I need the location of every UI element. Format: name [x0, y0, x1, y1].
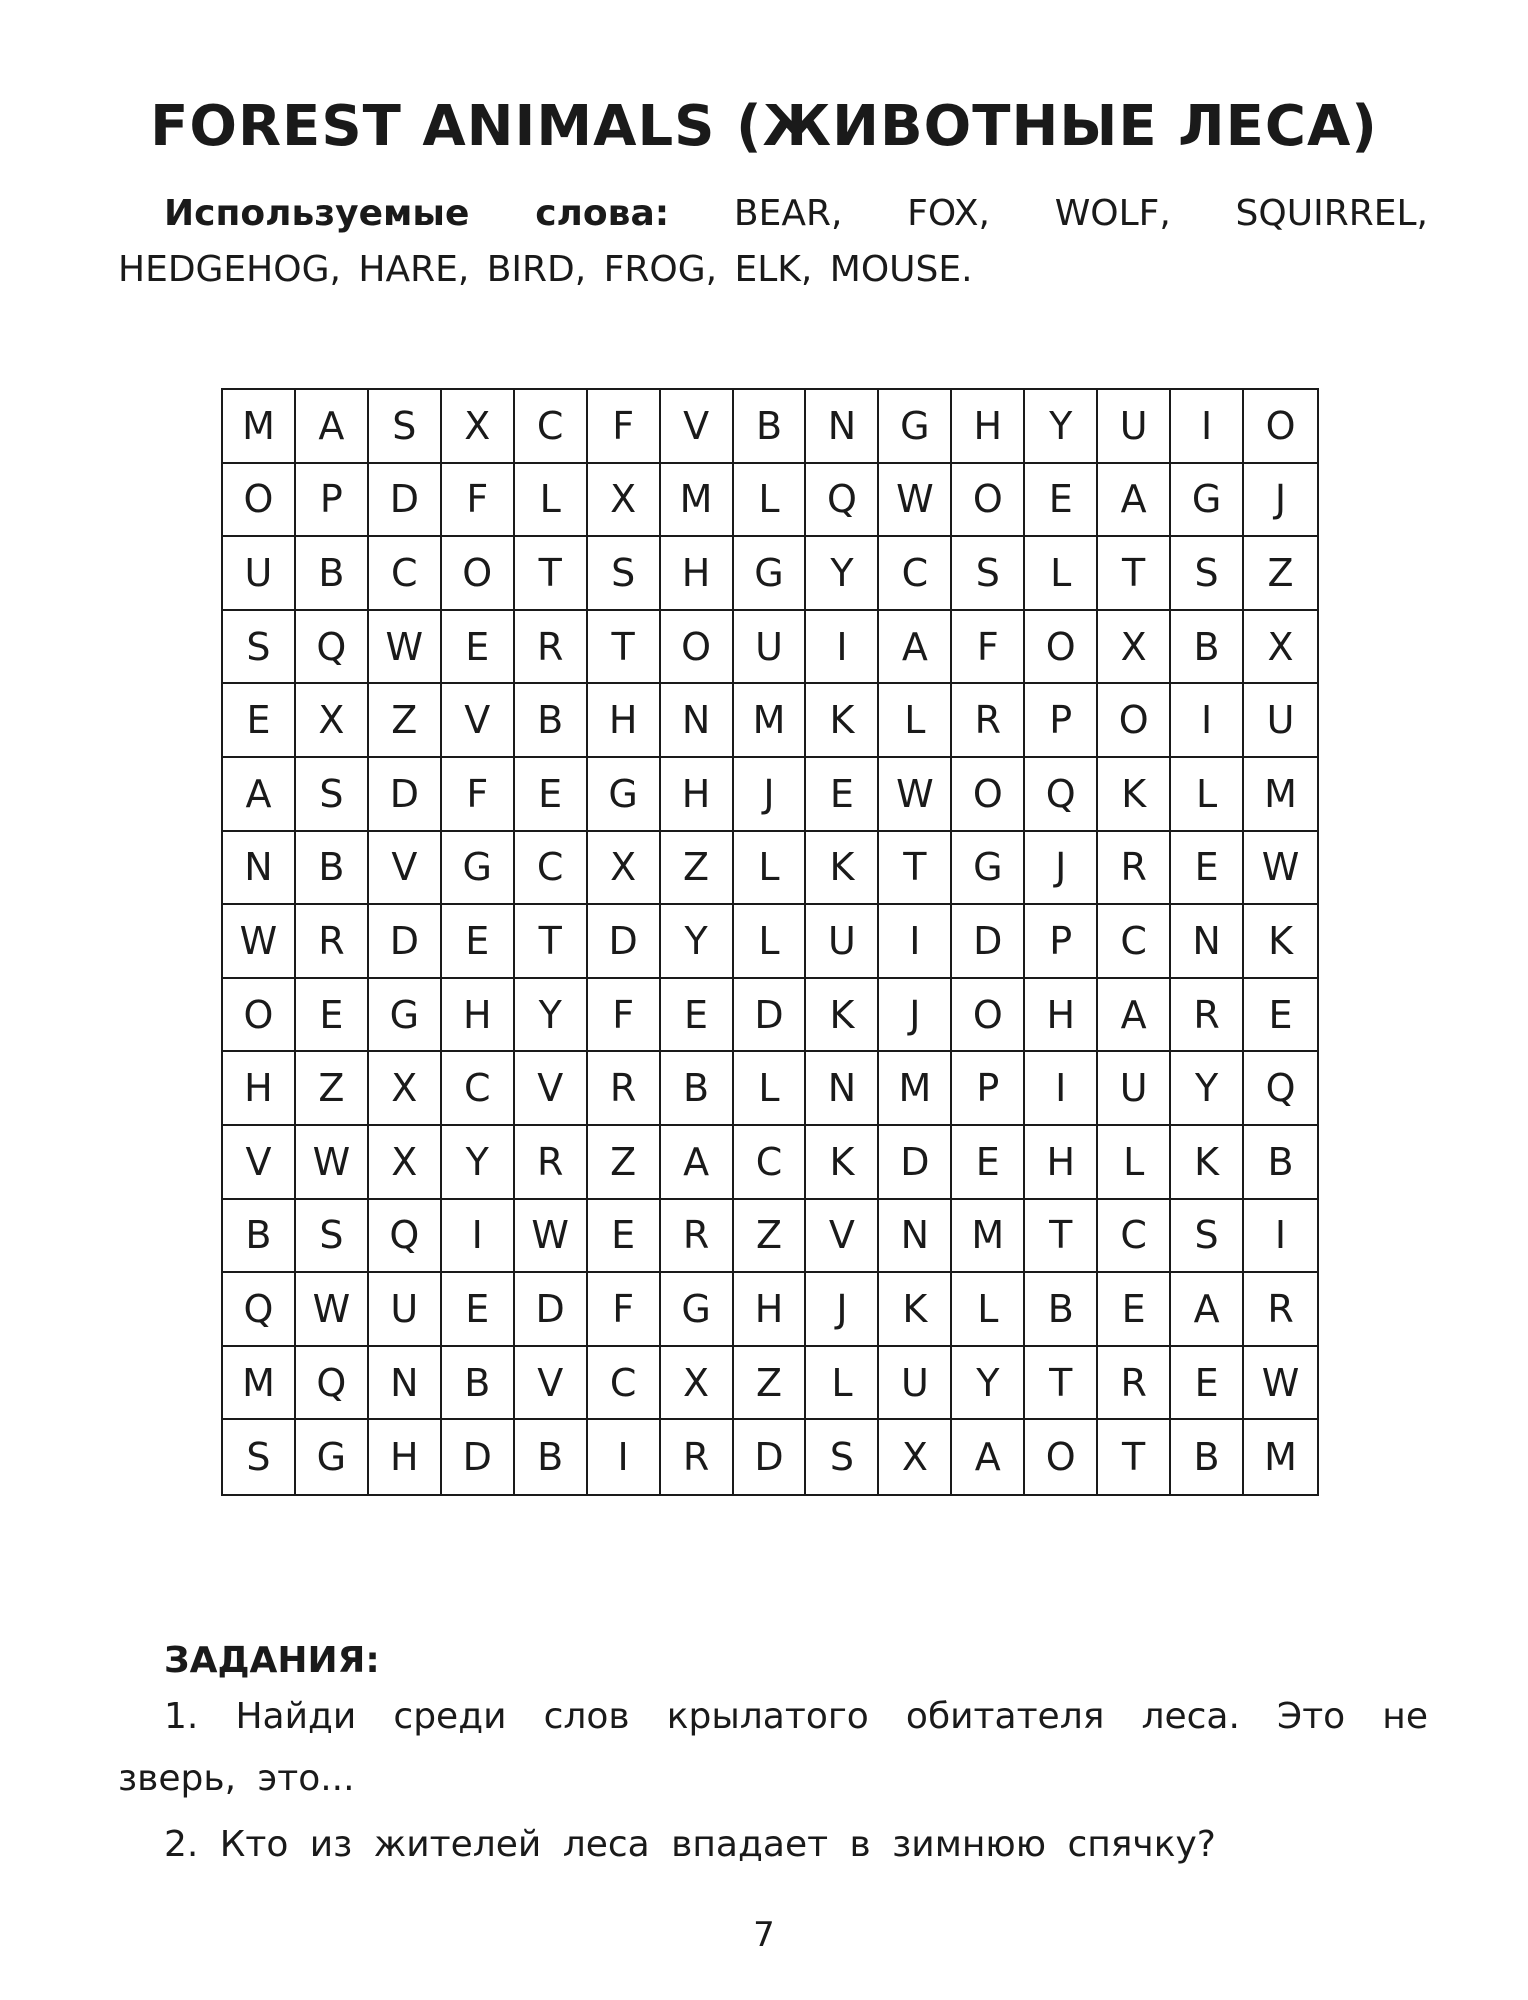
grid-cell[interactable]: R: [1098, 1347, 1171, 1421]
grid-cell[interactable]: H: [1025, 979, 1098, 1053]
grid-cell[interactable]: E: [1171, 832, 1244, 906]
grid-cell[interactable]: D: [952, 905, 1025, 979]
grid-cell[interactable]: B: [1244, 1126, 1317, 1200]
grid-cell[interactable]: W: [296, 1126, 369, 1200]
grid-cell[interactable]: Q: [1025, 758, 1098, 832]
grid-cell[interactable]: X: [369, 1052, 442, 1126]
grid-cell[interactable]: D: [369, 758, 442, 832]
grid-cell[interactable]: X: [588, 464, 661, 538]
grid-cell[interactable]: O: [1098, 684, 1171, 758]
grid-cell[interactable]: B: [223, 1200, 296, 1274]
grid-cell[interactable]: D: [734, 979, 807, 1053]
grid-cell[interactable]: E: [661, 979, 734, 1053]
grid-cell[interactable]: E: [442, 905, 515, 979]
grid-cell[interactable]: T: [515, 537, 588, 611]
grid-cell[interactable]: T: [588, 611, 661, 685]
grid-cell[interactable]: B: [442, 1347, 515, 1421]
grid-cell[interactable]: I: [879, 905, 952, 979]
grid-cell[interactable]: Q: [1244, 1052, 1317, 1126]
grid-cell[interactable]: M: [223, 1347, 296, 1421]
grid-cell[interactable]: L: [806, 1347, 879, 1421]
grid-cell[interactable]: U: [369, 1273, 442, 1347]
grid-cell[interactable]: F: [588, 1273, 661, 1347]
grid-cell[interactable]: U: [1098, 1052, 1171, 1126]
grid-cell[interactable]: O: [952, 758, 1025, 832]
grid-cell[interactable]: Z: [734, 1347, 807, 1421]
grid-cell[interactable]: K: [879, 1273, 952, 1347]
grid-cell[interactable]: N: [369, 1347, 442, 1421]
grid-cell[interactable]: L: [1025, 537, 1098, 611]
grid-cell[interactable]: B: [296, 537, 369, 611]
grid-cell[interactable]: E: [806, 758, 879, 832]
page-number: 7: [753, 1915, 775, 1955]
grid-cell[interactable]: O: [952, 464, 1025, 538]
grid-cell[interactable]: O: [1025, 611, 1098, 685]
grid-cell[interactable]: Z: [296, 1052, 369, 1126]
grid-cell[interactable]: Y: [806, 537, 879, 611]
grid-cell[interactable]: V: [515, 1347, 588, 1421]
grid-cell[interactable]: B: [296, 832, 369, 906]
grid-cell[interactable]: K: [806, 1126, 879, 1200]
grid-cell[interactable]: E: [296, 979, 369, 1053]
grid-cell[interactable]: E: [588, 1200, 661, 1274]
grid-cell[interactable]: G: [952, 832, 1025, 906]
grid-cell[interactable]: D: [369, 905, 442, 979]
grid-cell[interactable]: F: [588, 979, 661, 1053]
grid-cell[interactable]: O: [952, 979, 1025, 1053]
grid-cell[interactable]: D: [442, 1420, 515, 1494]
grid-cell[interactable]: I: [1171, 684, 1244, 758]
grid-cell[interactable]: N: [806, 1052, 879, 1126]
grid-cell[interactable]: L: [1098, 1126, 1171, 1200]
task-1: 1. Найди среди слов крылатого обитателя леса. Это не зверь, это...: [118, 1696, 1428, 1799]
grid-cell[interactable]: A: [1171, 1273, 1244, 1347]
grid-cell[interactable]: E: [952, 1126, 1025, 1200]
grid-cell[interactable]: E: [1025, 464, 1098, 538]
grid-cell[interactable]: G: [1171, 464, 1244, 538]
grid-cell[interactable]: W: [369, 611, 442, 685]
grid-cell[interactable]: B: [1171, 611, 1244, 685]
grid-cell[interactable]: R: [661, 1420, 734, 1494]
grid-cell[interactable]: W: [1244, 832, 1317, 906]
grid-cell[interactable]: E: [1244, 979, 1317, 1053]
words-used-label: Используемые слова:: [164, 193, 670, 234]
grid-cell[interactable]: A: [223, 758, 296, 832]
grid-cell[interactable]: T: [1098, 537, 1171, 611]
grid-cell[interactable]: F: [588, 390, 661, 464]
grid-cell[interactable]: K: [806, 979, 879, 1053]
grid-cell[interactable]: K: [806, 684, 879, 758]
grid-cell[interactable]: S: [1171, 1200, 1244, 1274]
words-used-list: BEAR, FOX, WOLF, SQUIRREL, HEDGEHOG, HARE, BIRD, FROG, ELK, MOUSE.: [118, 193, 1428, 290]
page-title: FOREST ANIMALS (ЖИВОТНЫЕ ЛЕСА): [150, 94, 1378, 159]
grid-cell[interactable]: X: [588, 832, 661, 906]
grid-cell[interactable]: P: [296, 464, 369, 538]
grid-cell[interactable]: J: [1025, 832, 1098, 906]
grid-cell[interactable]: R: [661, 1200, 734, 1274]
grid-cell[interactable]: W: [296, 1273, 369, 1347]
grid-cell[interactable]: W: [515, 1200, 588, 1274]
grid-cell[interactable]: C: [1098, 1200, 1171, 1274]
task-2: 2. Кто из жителей леса впадает в зимнюю спячку?: [164, 1824, 1216, 1865]
grid-cell[interactable]: L: [515, 464, 588, 538]
grid-cell[interactable]: Y: [661, 905, 734, 979]
grid-cell[interactable]: L: [734, 464, 807, 538]
word-search-grid[interactable]: [221, 388, 1319, 1496]
grid-cell[interactable]: U: [734, 611, 807, 685]
grid-cell[interactable]: S: [223, 611, 296, 685]
grid-cell[interactable]: G: [734, 537, 807, 611]
grid-cell[interactable]: C: [734, 1126, 807, 1200]
grid-cell[interactable]: U: [1098, 390, 1171, 464]
grid-cell[interactable]: L: [734, 1052, 807, 1126]
grid-cell[interactable]: X: [661, 1347, 734, 1421]
grid-cell[interactable]: M: [223, 390, 296, 464]
grid-cell[interactable]: Y: [1171, 1052, 1244, 1126]
grid-cell[interactable]: O: [442, 537, 515, 611]
grid-cell[interactable]: R: [515, 1126, 588, 1200]
grid-cell[interactable]: I: [1171, 390, 1244, 464]
grid-cell[interactable]: I: [1025, 1052, 1098, 1126]
grid-cell[interactable]: E: [1171, 1347, 1244, 1421]
tasks-heading: ЗАДАНИЯ:: [164, 1640, 380, 1681]
grid-cell[interactable]: T: [1025, 1200, 1098, 1274]
grid-cell[interactable]: L: [734, 832, 807, 906]
grid-cell[interactable]: I: [806, 611, 879, 685]
grid-cell[interactable]: E: [515, 758, 588, 832]
grid-cell[interactable]: V: [806, 1200, 879, 1274]
grid-cell[interactable]: J: [879, 979, 952, 1053]
grid-cell[interactable]: L: [952, 1273, 1025, 1347]
grid-cell[interactable]: N: [879, 1200, 952, 1274]
grid-cell[interactable]: G: [296, 1420, 369, 1494]
grid-cell[interactable]: G: [442, 832, 515, 906]
grid-cell[interactable]: E: [223, 684, 296, 758]
grid-cell[interactable]: U: [223, 537, 296, 611]
grid-cell[interactable]: G: [661, 1273, 734, 1347]
grid-cell[interactable]: X: [369, 1126, 442, 1200]
grid-cell[interactable]: A: [879, 611, 952, 685]
grid-cell[interactable]: V: [442, 684, 515, 758]
grid-cell[interactable]: H: [1025, 1126, 1098, 1200]
grid-cell[interactable]: D: [588, 905, 661, 979]
grid-cell[interactable]: H: [223, 1052, 296, 1126]
grid-cell[interactable]: F: [442, 758, 515, 832]
grid-cell[interactable]: H: [442, 979, 515, 1053]
grid-cell[interactable]: V: [369, 832, 442, 906]
grid-cell[interactable]: G: [369, 979, 442, 1053]
grid-cell[interactable]: M: [1264, 1435, 1297, 1480]
grid-cell[interactable]: Z: [369, 684, 442, 758]
grid-cell[interactable]: R: [588, 1052, 661, 1126]
grid-cell[interactable]: Q: [369, 1200, 442, 1274]
grid-cell[interactable]: H: [369, 1420, 442, 1494]
grid-cell[interactable]: R: [1098, 832, 1171, 906]
grid-cell[interactable]: W: [1244, 1347, 1317, 1421]
grid-cell[interactable]: A: [1098, 979, 1171, 1053]
grid-cell[interactable]: M: [661, 464, 734, 538]
grid-cell[interactable]: H: [661, 758, 734, 832]
grid-cell[interactable]: K: [806, 832, 879, 906]
grid-cell[interactable]: X: [1098, 611, 1171, 685]
grid-cell[interactable]: P: [1025, 905, 1098, 979]
grid-cell[interactable]: S: [806, 1420, 879, 1494]
grid-cell[interactable]: X: [879, 1420, 952, 1494]
grid-cell[interactable]: O: [661, 611, 734, 685]
grid-cell[interactable]: S: [1171, 537, 1244, 611]
grid-cell[interactable]: X: [442, 390, 515, 464]
grid-cell[interactable]: C: [588, 1347, 661, 1421]
grid-cell[interactable]: U: [1244, 684, 1317, 758]
grid-cell[interactable]: C: [515, 390, 588, 464]
grid-cell[interactable]: H: [734, 1273, 807, 1347]
grid-cell[interactable]: H: [952, 390, 1025, 464]
grid-cell[interactable]: D: [879, 1126, 952, 1200]
grid-cell[interactable]: X: [1244, 611, 1317, 685]
grid-cell[interactable]: D: [369, 464, 442, 538]
grid-cell[interactable]: M: [952, 1200, 1025, 1274]
grid-cell[interactable]: S: [369, 390, 442, 464]
grid-cell[interactable]: K: [1244, 905, 1317, 979]
grid-cell[interactable]: L: [734, 905, 807, 979]
grid-cell[interactable]: E: [442, 1273, 515, 1347]
grid-cell[interactable]: O: [223, 464, 296, 538]
grid-cell[interactable]: B: [1171, 1420, 1244, 1494]
grid-cell[interactable]: A: [952, 1420, 1025, 1494]
grid-cell[interactable]: O: [223, 979, 296, 1053]
grid-cell[interactable]: T: [1098, 1420, 1171, 1494]
grid-cell[interactable]: I: [588, 1420, 661, 1494]
grid-cell[interactable]: Y: [442, 1126, 515, 1200]
grid-cell[interactable]: T: [515, 905, 588, 979]
grid-cell[interactable]: F: [952, 611, 1025, 685]
grid-cell[interactable]: V: [661, 390, 734, 464]
grid-cell[interactable]: K: [1098, 758, 1171, 832]
grid-cell[interactable]: J: [806, 1273, 879, 1347]
grid-cell[interactable]: M: [734, 684, 807, 758]
grid-cell[interactable]: E: [1098, 1273, 1171, 1347]
grid-cell[interactable]: Z: [661, 832, 734, 906]
grid-cell[interactable]: W: [879, 464, 952, 538]
grid-cell[interactable]: T: [1025, 1347, 1098, 1421]
grid-cell[interactable]: Q: [296, 1347, 369, 1421]
grid-cell[interactable]: R: [1171, 979, 1244, 1053]
grid-cell[interactable]: V: [223, 1126, 296, 1200]
grid-cell[interactable]: M: [879, 1052, 952, 1126]
grid-cell[interactable]: R: [952, 684, 1025, 758]
grid-cell[interactable]: Y: [952, 1347, 1025, 1421]
grid-cell[interactable]: W: [879, 758, 952, 832]
grid-cell[interactable]: P: [1025, 684, 1098, 758]
grid-cell[interactable]: M: [1244, 758, 1317, 832]
grid-cell[interactable]: R: [515, 611, 588, 685]
grid-cell[interactable]: S: [223, 1420, 296, 1494]
grid-cell[interactable]: R: [296, 905, 369, 979]
grid-cell[interactable]: O: [1244, 390, 1317, 464]
grid-cell[interactable]: U: [806, 905, 879, 979]
grid-cell[interactable]: N: [661, 684, 734, 758]
grid-cell[interactable]: B: [515, 1420, 588, 1494]
grid-cell[interactable]: L: [879, 684, 952, 758]
grid-cell[interactable]: Q: [806, 464, 879, 538]
grid-cell[interactable]: J: [1244, 464, 1317, 538]
grid-cell[interactable]: L: [1171, 758, 1244, 832]
grid-cell[interactable]: C: [369, 537, 442, 611]
grid-cell[interactable]: S: [952, 537, 1025, 611]
grid-cell[interactable]: X: [296, 684, 369, 758]
grid-cell[interactable]: U: [879, 1347, 952, 1421]
grid-cell[interactable]: C: [1098, 905, 1171, 979]
grid-cell[interactable]: H: [661, 537, 734, 611]
grid-cell[interactable]: S: [588, 537, 661, 611]
grid-cell[interactable]: Z: [588, 1126, 661, 1200]
grid-cell[interactable]: O: [1025, 1420, 1098, 1494]
grid-cell[interactable]: J: [734, 758, 807, 832]
grid-cell[interactable]: I: [1244, 1200, 1317, 1274]
grid-cell[interactable]: N: [1171, 905, 1244, 979]
grid-cell[interactable]: B: [661, 1052, 734, 1126]
grid-cell[interactable]: B: [515, 684, 588, 758]
grid-cell[interactable]: I: [442, 1200, 515, 1274]
grid-cell[interactable]: R: [1244, 1273, 1317, 1347]
grid-cell[interactable]: C: [442, 1052, 515, 1126]
grid-cell[interactable]: Z: [1244, 537, 1317, 611]
grid-cell[interactable]: G: [588, 758, 661, 832]
grid-cell[interactable]: Z: [734, 1200, 807, 1274]
grid-cell[interactable]: A: [296, 390, 369, 464]
grid-cell[interactable]: C: [879, 537, 952, 611]
grid-cell[interactable]: D: [515, 1273, 588, 1347]
grid-cell[interactable]: A: [1098, 464, 1171, 538]
grid-cell[interactable]: H: [588, 684, 661, 758]
grid-cell[interactable]: E: [442, 611, 515, 685]
grid-cell[interactable]: F: [442, 464, 515, 538]
grid-cell[interactable]: Q: [223, 1273, 296, 1347]
words-used-paragraph: [118, 186, 1428, 298]
grid-cell[interactable]: Y: [1025, 390, 1098, 464]
grid-cell[interactable]: D: [734, 1420, 807, 1494]
grid-cell[interactable]: W: [223, 905, 296, 979]
grid-cell[interactable]: G: [879, 390, 952, 464]
grid-cell[interactable]: S: [296, 1200, 369, 1274]
grid-cell[interactable]: B: [734, 390, 807, 464]
grid-cell[interactable]: T: [879, 832, 952, 906]
grid-cell[interactable]: V: [515, 1052, 588, 1126]
grid-cell[interactable]: B: [1025, 1273, 1098, 1347]
grid-cell[interactable]: P: [952, 1052, 1025, 1126]
grid-cell[interactable]: N: [223, 832, 296, 906]
grid-cell[interactable]: Q: [296, 611, 369, 685]
grid-cell[interactable]: C: [515, 832, 588, 906]
grid-cell[interactable]: Y: [515, 979, 588, 1053]
grid-cell[interactable]: S: [296, 758, 369, 832]
grid-cell[interactable]: K: [1171, 1126, 1244, 1200]
grid-cell[interactable]: A: [661, 1126, 734, 1200]
grid-cell[interactable]: N: [806, 390, 879, 464]
